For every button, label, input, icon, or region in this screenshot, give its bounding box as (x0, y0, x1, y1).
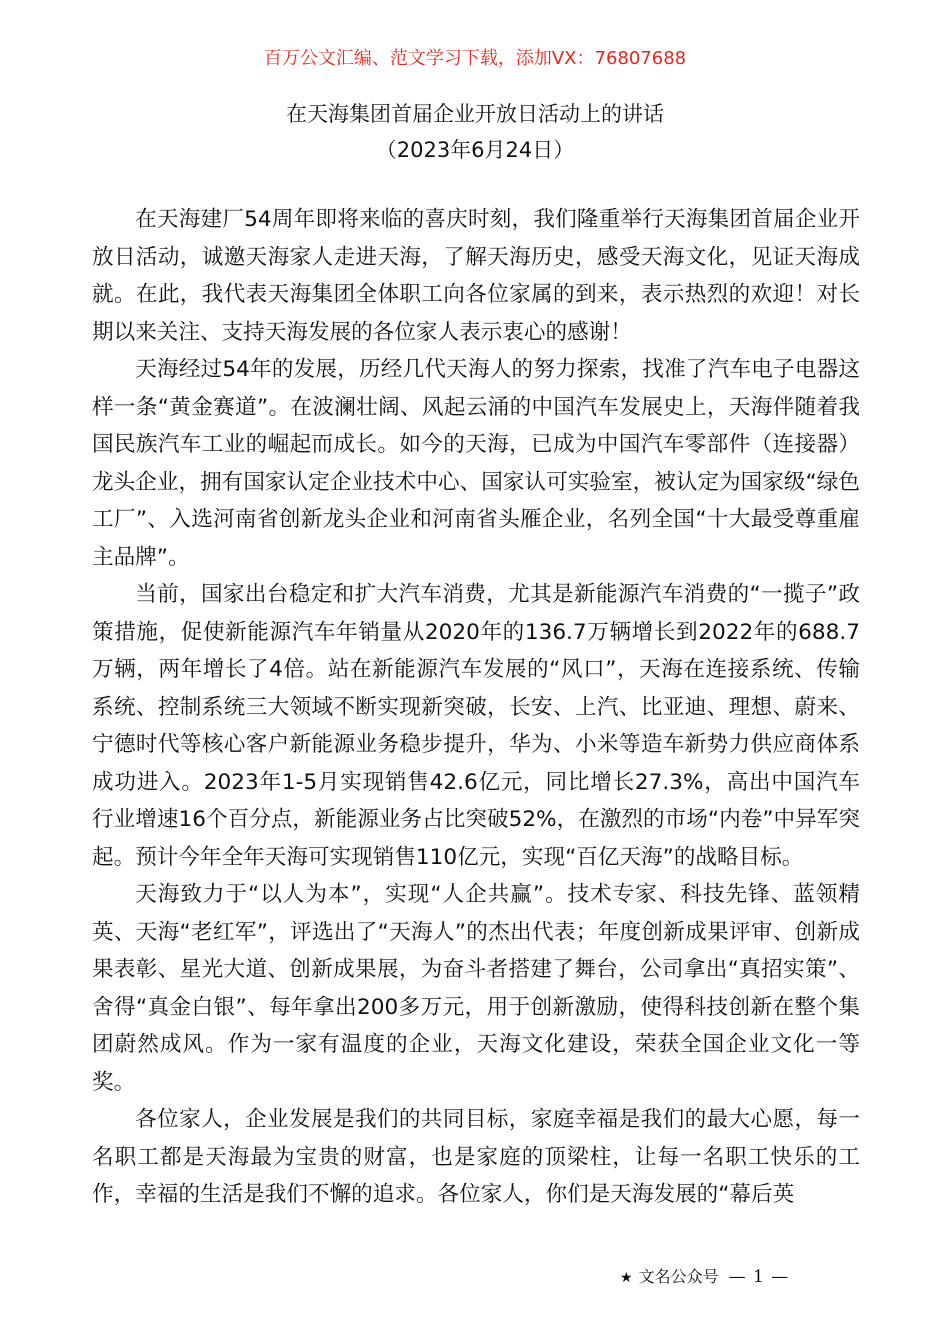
document-date: （2023年6月24日） (375, 138, 575, 162)
paragraph: 当前，国家出台稳定和扩大汽车消费，尤其是新能源汽车消费的“一揽子”政策措施，促使新能源汽车年销量从2020年的136.7万辆增长到2022年的688.7万辆，两年增长了4倍。站在新能源汽车发展的“风口”，天海在连接系统、传输系统、控制系统三大领域不断实现新突破，长安、上汽、比亚迪、理想、蔚来、宁德时代等核心客户新能源业务稳步提升，华为、小米等造车新势力供应商体系成功进入。2023年1-5月实现销售42.6亿元，同比增长27.3%，高出中国汽车行业增速16个百分点，新能源业务占比突破52%，在激烈的市场“内卷”中异军突起。预计今年全年天海可实现销售110亿元，实现“百亿天海”的战略目标。 (92, 582, 860, 870)
page-number: — 1 — (728, 1267, 790, 1287)
paragraph: 天海致力于“以人为本”，实现“人企共赢”。技术专家、科技先锋、蓝领精英、天海“老红军”，评选出了“天海人”的杰出代表；年度创新成果评审、创新成果表彰、星光大道、创新成果展，为奋斗者搭建了舞台，公司拿出“真招实策”、舍得“真金白银”、每年拿出200多万元，用于创新激励，使得科技创新在整个集团蔚然成风。作为一家有温度的企业，天海文化建设，荣获全国企业文化一等奖。 (92, 882, 860, 1095)
paragraph: 各位家人，企业发展是我们的共同目标，家庭幸福是我们的最大心愿，每一名职工都是天海最为宝贵的财富，也是家庭的顶梁柱，让每一名职工快乐的工作，幸福的生活是我们不懈的追求。各位家人，你们是天海发展的“幕后英 (92, 1107, 860, 1207)
footer-source: 文名公众号 (638, 1267, 719, 1286)
document-title: 在天海集团首届企业开放日活动上的讲话 (286, 102, 664, 126)
paragraph: 在天海建厂54周年即将来临的喜庆时刻，我们隆重举行天海集团首届企业开放日活动，诚邀天海家人走进天海，了解天海历史，感受天海文化，见证天海成就。在此，我代表天海集团全体职工向各位家属的到来，表示热烈的欢迎！对长期以来关注、支持天海发展的各位家人表示衷心的感谢！ (92, 207, 860, 345)
page-footer (620, 1265, 860, 1290)
header-watermark-note: 百万公文汇编、范文学习下载，添加VX：76807688 (263, 48, 687, 69)
paragraph: 天海经过54年的发展，历经几代天海人的努力探索，找准了汽车电子电器这样一条“黄金赛道”。在波澜壮阔、风起云涌的中国汽车发展史上，天海伴随着我国民族汽车工业的崛起而成长。如今的天海，已成为中国汽车零部件（连接器）龙头企业，拥有国家认定企业技术中心、国家认可实验室，被认定为国家级“绿色工厂”、入选河南省创新龙头企业和河南省头雁企业，名列全国“十大最受尊重雇主品牌”。 (92, 357, 860, 570)
star-icon: ★ (620, 1270, 633, 1286)
document-body (92, 201, 860, 1214)
